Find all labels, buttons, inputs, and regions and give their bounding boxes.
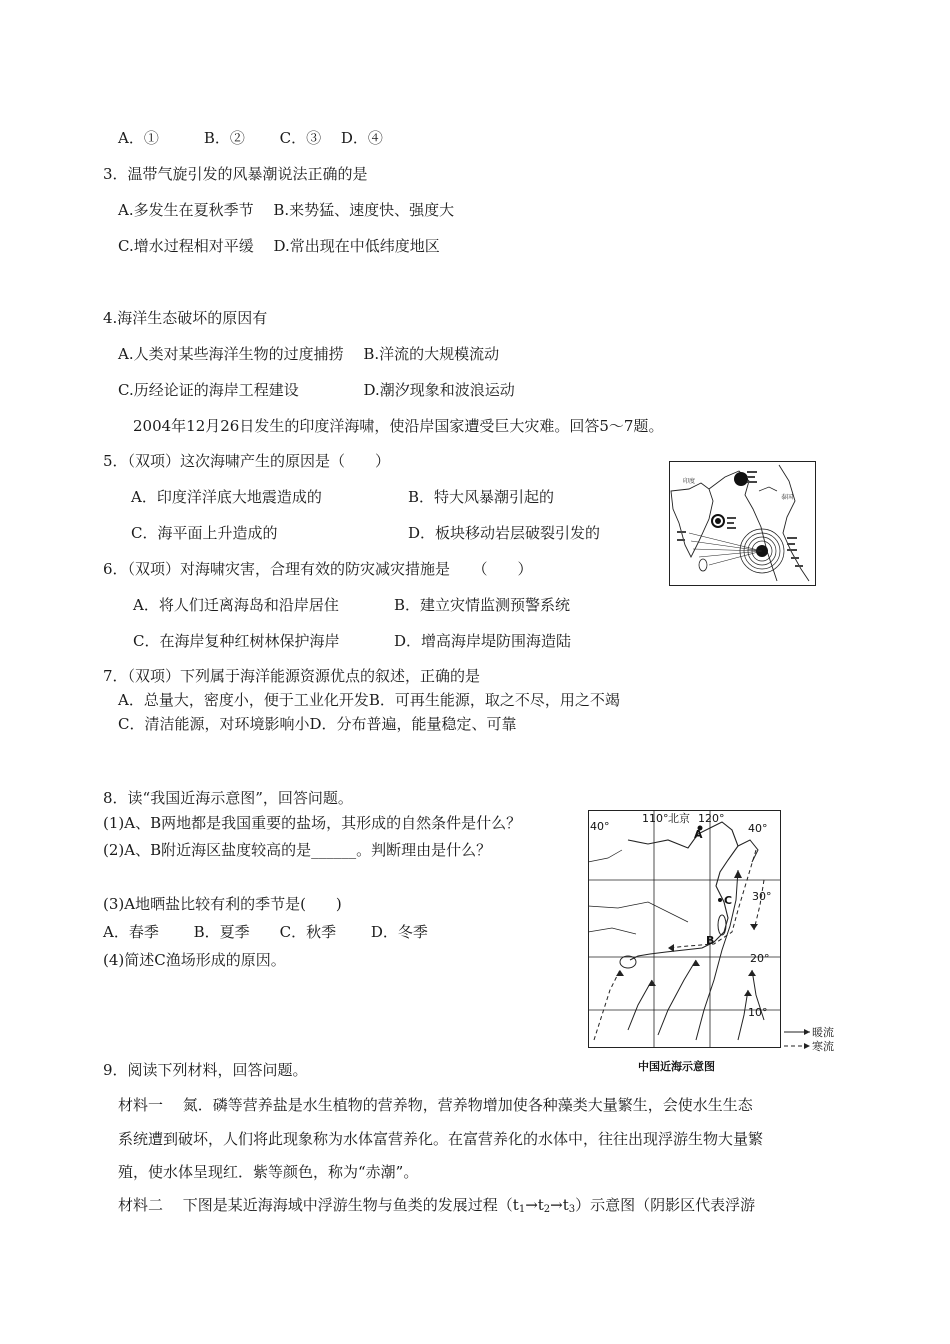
q7-options-row2: C．清洁能源，对环境影响小D．分布普遍，能量稳定、可靠 [118,715,517,733]
q5-option-b: B．特大风暴潮引起的 [408,488,555,506]
q8-part2: (2)A、B附近海区盐度较高的是______。判断理由是什么？ [103,841,492,859]
q4-options-row1: A.人类对某些海洋生物的过度捕捞 B.洋流的大规模流动 [118,345,500,363]
q9-material1-line1: 材料一 氮．磷等营养盐是水生植物的营养物，营养物增加使各种藻类大量繁生，会使水生生态 [118,1096,753,1114]
lon-110: 110° [642,812,669,825]
legend-cold: 寒流 [812,1040,834,1053]
q6-stem: 6．（双项）对海啸灾害，合理有效的防灾减灾措施是 （ ） [103,560,533,578]
lon-120: 120° [698,812,725,825]
map-legend [784,1025,834,1053]
q5-option-c: C．海平面上升造成的 [131,524,278,542]
q6-option-a: A．将人们迁离海岛和沿岸居住 [133,596,339,614]
subscript-2: 2 [543,1204,551,1215]
q8-part3-options: A．春季 B．夏季 C．秋季 D．冬季 [103,923,428,941]
q7-options-row1: A．总量大，密度小，便于工业化开发B．可再生能源，取之不尽，用之不竭 [118,691,620,709]
q7-stem: 7．（双项）下列属于海洋能源资源优点的叙述，正确的是 [103,667,481,685]
china-near-sea-map [588,810,863,1080]
q4-stem: 4.海洋生态破坏的原因有 [103,309,268,327]
indian-ocean-tsunami-map [669,461,816,586]
q5-option-d: D．板块移动岩层破裂引发的 [408,524,601,542]
q5-option-a: A．印度洋洋底大地震造成的 [131,488,322,506]
lat-30: 30° [752,890,772,903]
subscript-1: 1 [518,1204,526,1215]
q6-option-b: B．建立灾情监测预警系统 [394,596,571,614]
label-thailand: 泰国 [781,494,794,501]
q9-material2-prefix: 材料二 下图是某近海海域中浮游生物与鱼类的发展过程（t [118,1196,519,1214]
map-caption: 中国近海示意图 [638,1060,715,1073]
lat-10: 10° [748,1006,768,1019]
q9-material2 [118,1195,755,1220]
q2-options: A．① B．② C．③ D．④ [118,129,383,147]
point-c: C [724,894,733,907]
point-b: B [706,934,715,947]
subscript-3: 3 [568,1204,576,1215]
lat-40-right: 40° [748,822,768,835]
intro-5-7: 2004年12月26日发生的印度洋海啸，使沿岸国家遭受巨大灾难。回答5～7题。 [133,417,664,435]
q9-material1-line2: 系统遭到破坏，人们将此现象称为水体富营养化。在富营养化的水体中，往往出现浮游生物大量繁 [118,1130,764,1148]
q8-part1: (1)A、B两地都是我国重要的盐场，其形成的自然条件是什么？ [103,814,522,832]
arrow-2: →t [550,1196,569,1214]
q6-option-d: D．增高海岸堤防围海造陆 [394,632,572,650]
q6-option-c: C．在海岸复种红树林保护海岸 [133,632,340,650]
label-india: 印度 [683,478,696,485]
beijing-label: 北京 [668,812,690,825]
q4-options-row2: C.历经论证的海岸工程建设 D.潮汐现象和波浪运动 [118,381,515,399]
q3-options-row1: A.多发生在夏秋季节 B.来势猛、速度快、强度大 [118,201,455,219]
lat-40-left: 40° [590,820,610,833]
q5-stem: 5．（双项）这次海啸产生的原因是（ ） [103,452,391,470]
q3-stem: 3．温带气旋引发的风暴潮说法正确的是 [103,165,368,183]
q8-part3: (3)A地晒盐比较有利的季节是( ) [103,895,342,913]
q8-stem: 8．读“我国近海示意图”，回答问题。 [103,789,353,807]
arrow-1: →t [525,1196,544,1214]
point-a: A [694,828,703,841]
q9-material2-suffix: ）示意图（阴影区代表浮游 [575,1196,756,1214]
lat-20: 20° [750,952,770,965]
legend-warm: 暖流 [812,1026,834,1039]
q8-part4: (4)简述C渔场形成的原因。 [103,951,286,969]
q9-stem: 9．阅读下列材料，回答问题。 [103,1061,308,1079]
q9-material1-line3: 殖，使水体呈现红．紫等颜色，称为“赤潮”。 [118,1163,419,1181]
q3-options-row2: C.增水过程相对平缓 D.常出现在中低纬度地区 [118,237,440,255]
